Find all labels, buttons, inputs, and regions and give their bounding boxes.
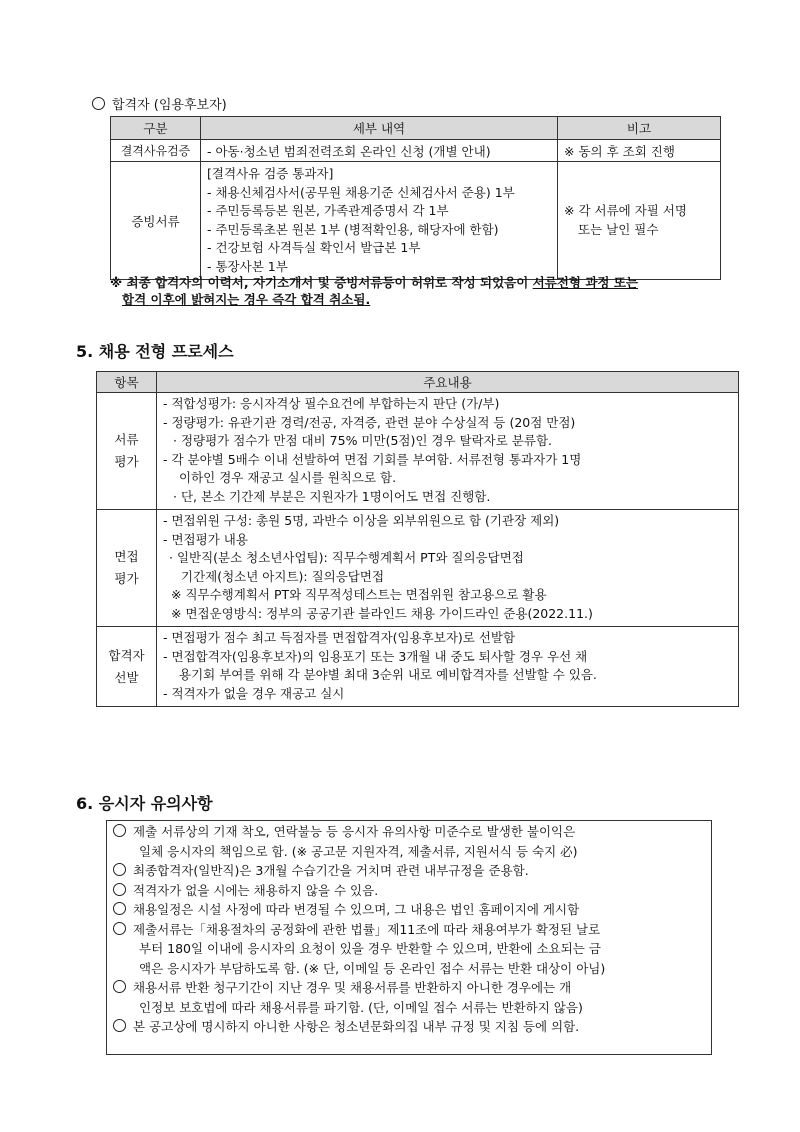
detail-line: - 통장사본 1부 xyxy=(207,258,288,274)
process-label-selection: 합격자 선발 xyxy=(97,627,157,707)
recruitment-process-table xyxy=(96,371,739,707)
detail-line: - 채용신체검사서(공무원 채용기준 신체검사서 준용) 1부 xyxy=(207,184,515,200)
notice-item: 본 공고상에 명시하지 아니한 사항은 청소년문화의집 내부 규정 및 지침 등에 의함. xyxy=(113,1017,705,1037)
section-5-heading: 5. 채용 전형 프로세스 xyxy=(76,342,234,361)
circle-bullet-icon xyxy=(113,902,126,915)
process-content-document: - 적합성평가: 응시자격상 필수요건에 부합하는지 판단 (가/부) - 정량평가: 유관기관 경력/전공, 자격증, 관련 분야 수상실적 등 (20점 만점) · 정량평가 점수가 만점 대비 75% 미만(5점)인 경우 탈락자로 분류함. - 각 분야별 5배수 이내 선발하여 면접 기회를 부여함. 서류전형 통과자가 1명 이하인 경우 재공고 실시를 원칙으로 함. · 단, 본소 기간제 부분은 지원자가 1명이어도 면접 진행함. xyxy=(157,393,739,510)
category-cell: 증빙서류 xyxy=(111,162,201,280)
category-cell: 결격사유검증 xyxy=(111,140,201,162)
notice-item: 제출 서류상의 기재 착오, 연락불능 등 응시자 유의사항 미준수로 발생한 불이익은 일체 응시자의 책임으로 함. (※ 공고문 지원자격, 제출서류, 지원서식 등 숙지 必) xyxy=(113,822,705,861)
detail-line: - 주민등록등본 원본, 가족관계증명서 각 1부 xyxy=(207,203,449,218)
circle-bullet-icon xyxy=(113,824,126,837)
candidate-documents-table xyxy=(110,116,721,280)
table-header-item: 항목 xyxy=(97,372,157,393)
detail-line: - 주민등록초본 원본 1부 (병적확인용, 해당자에 한함) xyxy=(207,221,499,237)
remark-cell: ※ 각 서류에 자필 서명 또는 날인 필수 xyxy=(558,162,721,280)
circle-bullet-icon xyxy=(113,980,126,993)
applicant-notice-box xyxy=(106,820,712,1055)
detail-line: [결격사유 검증 통과자] xyxy=(207,166,334,181)
table-header-detail: 세부 내역 xyxy=(201,117,558,140)
candidate-section-title: 합격자 (임용후보자) xyxy=(92,94,227,113)
process-label-document: 서류 평가 xyxy=(97,393,157,510)
notice-item: 제출서류는「채용절차의 공정화에 관한 법률」제11조에 따라 채용여부가 확정된 날로 부터 180일 이내에 응시자의 요청이 있을 경우 반환할 수 있으며, 반환에 소요되는 금 액은 응시자가 부담하도록 함. (※ 단, 이메일 등 온라인 접수 서류는 반환 대상이 아님) xyxy=(113,920,705,979)
table-header-remark: 비고 xyxy=(558,117,721,140)
section-6-heading: 6. 응시자 유의사항 xyxy=(76,794,213,813)
table-header-content: 주요내용 xyxy=(157,372,739,393)
circle-bullet-icon xyxy=(113,863,126,876)
detail-list-cell xyxy=(201,162,558,280)
detail-cell: - 아동·청소년 범죄전력조회 온라인 신청 (개별 안내) xyxy=(201,140,558,162)
circle-bullet-icon xyxy=(113,1019,126,1032)
process-content-interview: - 면접위원 구성: 총원 5명, 과반수 이상을 외부위원으로 함 (기관장 제외) - 면접평가 내용 · 일반직(분소 청소년사업팀): 직무수행계획서 PT와 질의응답면접 기간제(청소년 아지트): 질의응답면접 ※ 직무수행계획서 PT와 직무적성테스트는 면접위원 참고용으로 활용 ※ 면접운영방식: 정부의 공공기관 블라인드 채용 가이드라인 준용(2022.11.) xyxy=(157,510,739,627)
process-content-selection: - 면접평가 점수 최고 득점자를 면접합격자(임용후보자)로 선발함 - 면접합격자(임용후보자)의 임용포기 또는 3개월 내 중도 퇴사할 경우 우선 채 용기회 부여를 위해 각 분야별 최대 3순위 내로 예비합격자를 선발할 수 있음. - 적격자가 없을 경우 재공고 실시 xyxy=(157,627,739,707)
notice-item: 최종합격자(일반직)은 3개월 수습기간을 거치며 관련 내부규정을 준용함. xyxy=(113,861,705,881)
falsification-notice: ※ 최종 합격자의 이력서, 자기소개서 및 증빙서류등이 허위로 작성 되었음이 서류전형 과정 또는 합격 이후에 밝혀지는 경우 즉각 합격 취소됨. xyxy=(110,275,638,307)
remark-cell: ※ 동의 후 조회 진행 xyxy=(558,140,721,162)
detail-line: - 건강보험 사격득실 확인서 발급본 1부 xyxy=(207,240,421,255)
notice-item: 적격자가 없을 시에는 채용하지 않을 수 있음. xyxy=(113,881,705,901)
circle-bullet-icon xyxy=(92,97,105,110)
table-header-category: 구분 xyxy=(111,117,201,140)
notice-item: 채용일정은 시설 사정에 따라 변경될 수 있으며, 그 내용은 법인 홈페이지에 게시함 xyxy=(113,900,705,920)
notice-item: 채용서류 반환 청구기간이 지난 경우 및 채용서류를 반환하지 아니한 경우에는 개 인정보 보호법에 따라 채용서류를 파기함. (단, 이메일 접수 서류는 반환하지 않음) xyxy=(113,978,705,1017)
circle-bullet-icon xyxy=(113,922,126,935)
process-label-interview: 면접 평가 xyxy=(97,510,157,627)
circle-bullet-icon xyxy=(113,883,126,896)
